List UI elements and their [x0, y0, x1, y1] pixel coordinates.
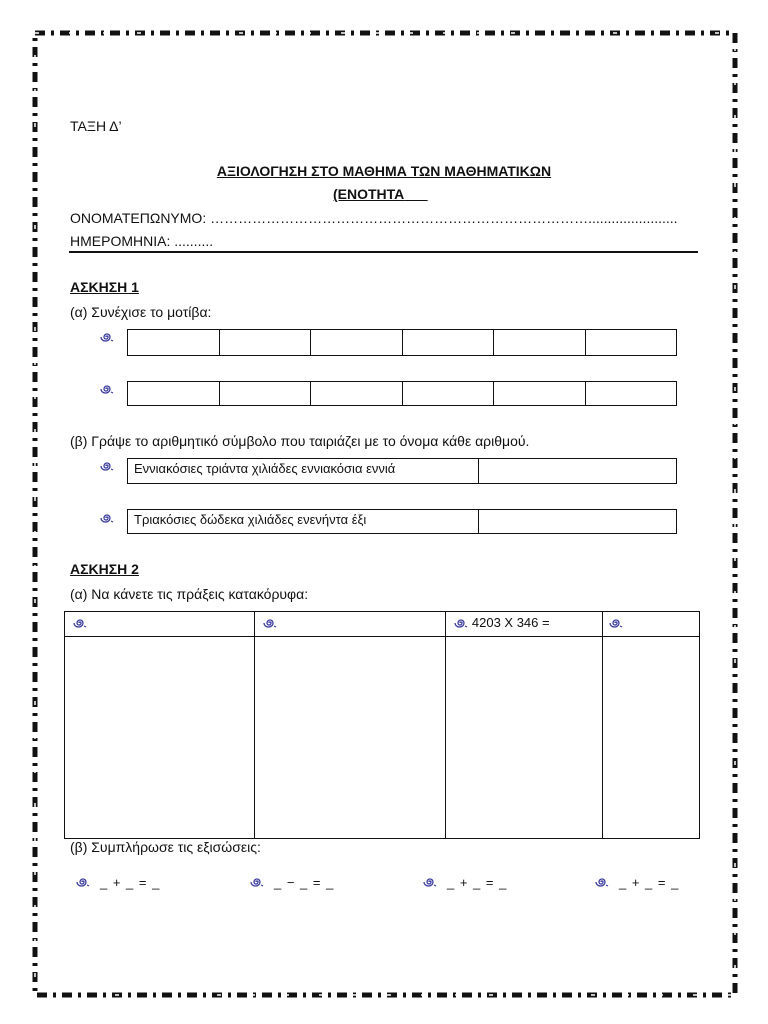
pattern-row-2 [127, 381, 677, 406]
class-label: ΤΑΞΗ Δ’ [70, 118, 122, 134]
exercise1-heading: ΑΣΚΗΣΗ 1 [70, 279, 139, 295]
work-area[interactable] [603, 637, 700, 839]
date-field[interactable]: ΗΜΕΡΟΜΗΝΙΑ: .......... [70, 233, 214, 249]
spiral-icon [609, 617, 623, 629]
spiral-icon [263, 617, 277, 629]
pattern-cell[interactable] [585, 330, 677, 356]
pattern-row-1 [127, 329, 677, 356]
page-title: ΑΞΙΟΛΟΓΗΣΗ ΣΤΟ ΜΑΘΗΜΑ ΤΩΝ ΜΑΘΗΜΑΤΙΚΩΝ [216, 163, 552, 179]
number-name-text: Εννιακόσιες τριάντα χιλιάδες εννιακόσια εννιά [128, 459, 479, 484]
spiral-icon [100, 383, 114, 395]
pattern-cell[interactable] [128, 382, 220, 406]
spiral-icon [100, 512, 114, 524]
number-answer-cell[interactable] [479, 459, 677, 484]
equation-1[interactable]: _ + _ = _ [100, 875, 161, 890]
pattern-cell[interactable] [311, 382, 403, 406]
exercise2-part-b: (β) Συμπλήρωσε τις εξισώσεις: [70, 839, 261, 855]
equation-4[interactable]: _ + _ = _ [619, 875, 680, 890]
pattern-cell[interactable] [219, 330, 311, 356]
number-name-text: Τριακόσιες δώδεκα χιλιάδες ενενήντα έξι [128, 510, 479, 534]
operation-cell[interactable] [603, 612, 700, 637]
exercise2-part-a: (α) Να κάνετε τις πράξεις κατακόρυφα: [70, 586, 309, 602]
spiral-icon [100, 331, 114, 343]
spiral-icon [76, 876, 90, 888]
exercise2-heading: ΑΣΚΗΣΗ 2 [70, 561, 139, 577]
spiral-icon [423, 876, 437, 888]
pattern-cell[interactable] [128, 330, 220, 356]
pattern-cell[interactable] [494, 382, 586, 406]
operation-cell[interactable] [446, 612, 603, 637]
pattern-cell[interactable] [311, 330, 403, 356]
header-divider [69, 251, 698, 253]
pattern-cell[interactable] [494, 330, 586, 356]
number-name-row-1 [127, 458, 677, 484]
operation-cell[interactable] [65, 612, 255, 637]
spiral-icon [454, 617, 468, 629]
spiral-icon [595, 876, 609, 888]
exercise1-part-a: (α) Συνέχισε το μοτίβα: [70, 304, 212, 320]
pattern-cell[interactable] [402, 382, 494, 406]
pattern-cell[interactable] [585, 382, 677, 406]
pattern-cell[interactable] [402, 330, 494, 356]
number-answer-cell[interactable] [479, 510, 677, 534]
pattern-cell[interactable] [219, 382, 311, 406]
operations-table [64, 611, 700, 839]
equation-3[interactable]: _ + _ = _ [447, 875, 508, 890]
operation-text: 4203 X 346 = [471, 615, 550, 630]
spiral-icon [73, 617, 87, 629]
exercise1-part-b: (β) Γράψε το αριθμητικό σύμβολο που ταιριάζει με το όνομα κάθε αριθμού. [70, 433, 530, 449]
spiral-icon [100, 460, 114, 472]
name-field[interactable]: ΟΝΟΜΑΤΕΠΩΝΥΜΟ: ………………………………………………………………………....................... [70, 210, 678, 226]
equation-2[interactable]: _ − _ = _ [274, 875, 335, 890]
spiral-icon [250, 876, 264, 888]
operation-cell[interactable] [255, 612, 446, 637]
unit-title: (ΕΝΟΤΗΤΑ [333, 186, 405, 202]
work-area[interactable] [446, 637, 603, 839]
work-area[interactable] [255, 637, 446, 839]
work-area[interactable] [65, 637, 255, 839]
number-name-row-2 [127, 509, 677, 534]
